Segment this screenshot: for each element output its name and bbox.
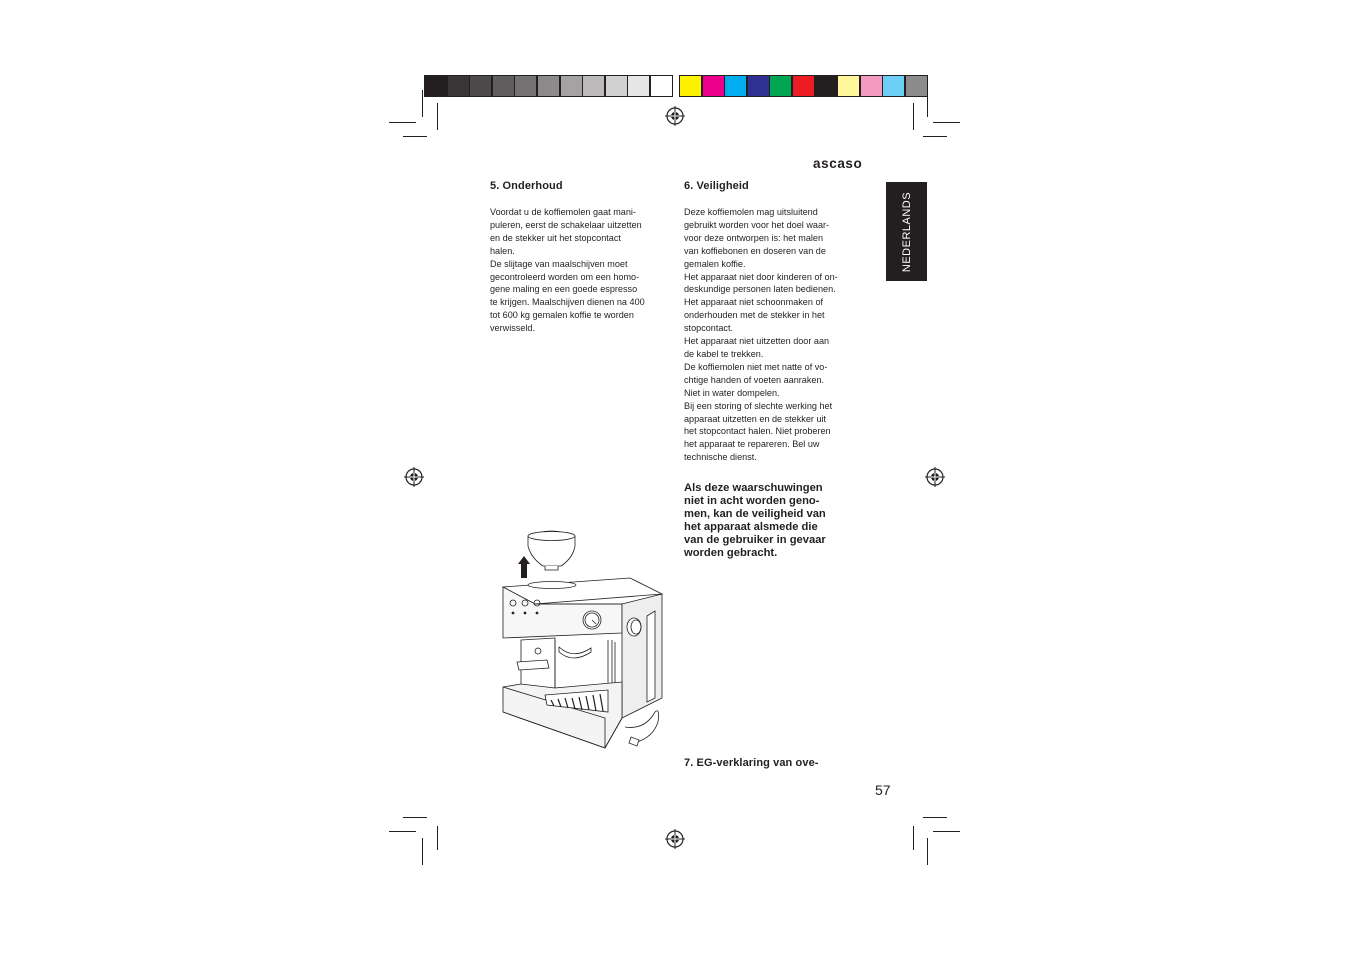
process-color-swatch xyxy=(747,75,770,97)
registration-mark-right-icon xyxy=(925,467,945,487)
section-6-heading: 6. Veiligheid xyxy=(684,180,749,192)
grayscale-swatch xyxy=(514,75,537,97)
process-color-swatch xyxy=(905,75,928,97)
grayscale-swatch xyxy=(582,75,605,97)
process-color-swatch xyxy=(837,75,860,97)
registration-mark-left-icon xyxy=(404,467,424,487)
process-color-swatch xyxy=(702,75,725,97)
section-5-body: Voordat u de koffiemolen gaat mani- puleren, eerst de schakelaar uitzetten en de stekker uit het stopcontact halen. De slijtage van maalschijven moet gecontroleerd worden om een homo- gene maling en een goede espresso te krijgen. Maalschijven dienen na 400 tot 600 kg gemalen koffie te worden verwisseld. xyxy=(490,207,645,334)
language-tab xyxy=(886,182,927,281)
process-color-swatch xyxy=(769,75,792,97)
section-6-body: Deze koffiemolen mag uitsluitend gebruikt worden voor het doel waar- voor deze ontworpen is: het malen van koffiebonen en doseren van de gemalen koffie. Het apparaat niet door kinderen of on- deskundige personen laten bedienen. Het apparaat niet schoonmaken of onderhouden met de stekker in het stopcontact. Het apparaat niet uitzetten door aan de kabel te trekken. De koffiemolen niet met natte of vo- chtige handen of voeten aanraken. Niet in water dompelen. Bij een storing of slechte werking het apparaat uitzetten en de stekker uit het stopcontact halen. Niet proberen het apparaat te repareren. Bel uw technische dienst. xyxy=(684,207,838,463)
grayscale-swatch xyxy=(469,75,492,97)
grayscale-swatch xyxy=(492,75,515,97)
process-color-swatch xyxy=(724,75,747,97)
process-color-swatch xyxy=(860,75,883,97)
grayscale-swatch xyxy=(627,75,650,97)
grayscale-swatch xyxy=(537,75,560,97)
process-color-swatch xyxy=(882,75,905,97)
page-number: 57 xyxy=(875,782,891,798)
process-color-swatch xyxy=(792,75,815,97)
grayscale-swatch xyxy=(447,75,470,97)
process-color-swatch xyxy=(679,75,702,97)
section-6-warning: Als deze waarschuwingen niet in acht worden geno- men, kan de veiligheid van het apparaat alsmede die van de gebruiker in gevaar worden gebracht. xyxy=(684,482,826,559)
brand-logo: ascaso xyxy=(813,156,863,171)
coffee-machine-illustration xyxy=(495,522,670,752)
grayscale-swatch xyxy=(424,75,447,97)
section-5-heading: 5. Onderhoud xyxy=(490,180,563,192)
registration-mark-bottom-icon xyxy=(665,829,685,849)
process-color-swatch xyxy=(815,75,838,97)
section-safety xyxy=(684,180,869,560)
section-7-heading: 7. EG-verklaring van ove- xyxy=(684,757,819,769)
grayscale-swatch xyxy=(605,75,628,97)
section-maintenance xyxy=(490,180,675,335)
grayscale-swatch xyxy=(650,75,673,97)
registration-mark-top-icon xyxy=(665,106,685,126)
grayscale-swatch xyxy=(560,75,583,97)
language-tab-label: NEDERLANDS xyxy=(900,191,913,272)
